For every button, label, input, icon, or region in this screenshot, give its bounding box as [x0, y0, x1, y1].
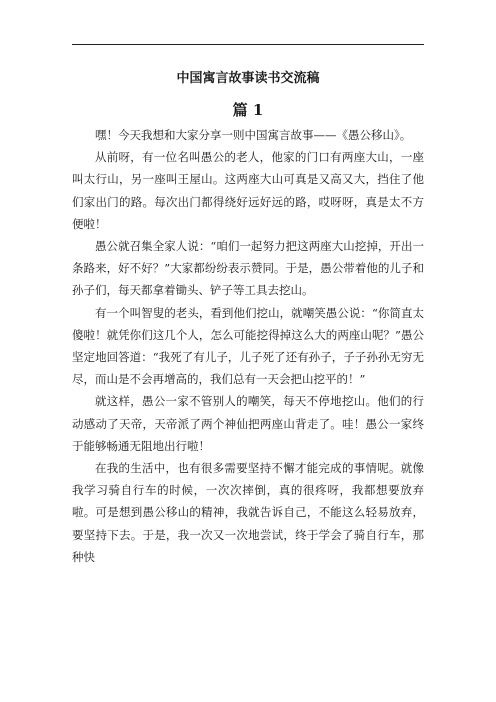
paragraph: 就这样，愚公一家不管别人的嘲笑，每天不停地挖山。他们的行动感动了天帝，天帝派了两个神仙把两座山背走了。哇！愚公一家终于能够畅通无阻地出行啦！ — [72, 394, 424, 453]
paragraph: 有一个叫智叟的老头，看到他们挖山，就嘲笑愚公说：“你简直太傻啦！就凭你们这几个人，怎么可能挖得掉这么大的两座山呢？”愚公坚定地回答道：“我死了有儿子，儿子死了还有孙子，子子孙孙无穷无尽，而山是不会再增高的，我们总有一天会把山挖平的！” — [72, 305, 424, 387]
document-body — [72, 124, 424, 568]
paragraph: 嘿！今天我想和大家分享一则中国寓言故事——《愚公移山》。 — [95, 128, 412, 142]
paragraph: 从前呀，有一位名叫愚公的老人，他家的门口有两座大山，一座叫太行山，另一座叫王屋山。这两座大山可真是又高又大，挡住了他们家出门的路。每次出门都得绕好远好远的路，哎呀呀，真是太不方便啦！ — [72, 150, 424, 231]
chapter-heading: 篇 1 — [232, 101, 264, 119]
paragraph: 在我的生活中，也有很多需要坚持不懈才能完成的事情呢。就像我学习骑自行车的时候，一次次摔倒，真的很疼呀，我都想要放弃啦。可是想到愚公移山的精神，我就告诉自己，不能这么轻易放弃，要坚持下去。于是，我一次又一次地尝试，终于学会了骑自行车，那种快 — [72, 461, 424, 564]
document-title: 中国寓言故事读书交流稿 — [176, 71, 320, 86]
header-rule — [72, 44, 424, 45]
paragraph: 愚公就召集全家人说：“咱们一起努力把这两座大山挖掉，开出一条路来，好不好？”大家都纷纷表示赞同。于是，愚公带着他的儿子和孙子们，每天都拿着锄头、铲子等工具去挖山。 — [72, 239, 424, 298]
